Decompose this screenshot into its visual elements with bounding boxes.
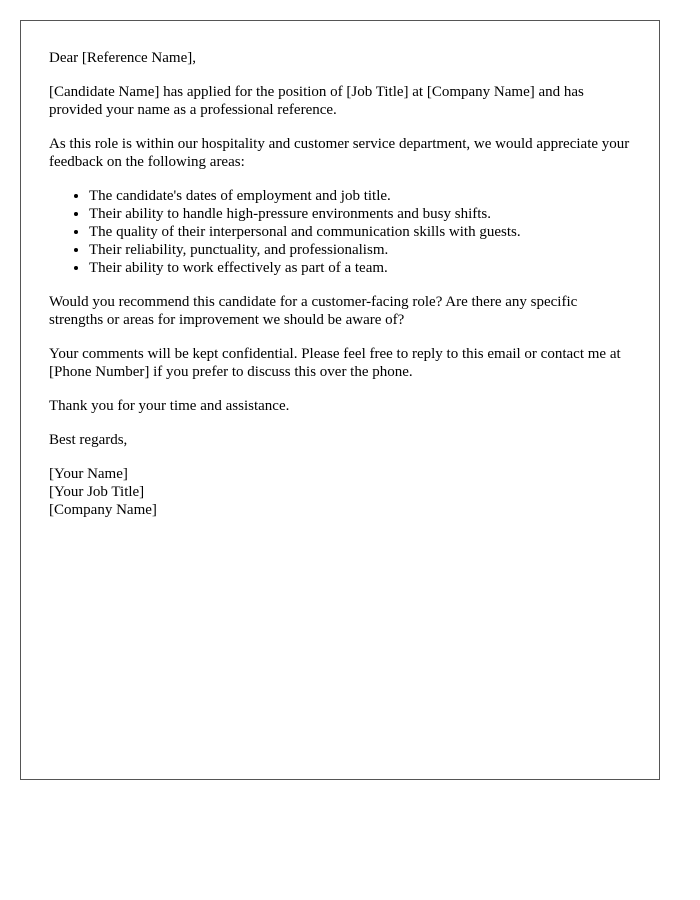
greeting: Dear [Reference Name], [49,50,196,66]
list-item: • Their ability to handle high-pressure environments and busy shifts. [89,205,631,223]
intro-paragraph: [Candidate Name] has applied for the position of [Job Title] at [Company Name] and has provided your name as a professional reference. [49,84,584,118]
context-paragraph: As this role is within our hospitality and customer service department, we would appreciate your feedback on the following areas: [49,136,630,170]
list-item: • The quality of their interpersonal and communication skills with guests. [89,223,631,241]
closing: Best regards, [49,432,128,448]
list-item: • The candidate's dates of employment and job title. [89,187,631,205]
confidentiality-paragraph: Your comments will be kept confidential. Please feel free to reply to this email or contact me at [Phone Number] if you prefer to discuss this over the phone. [49,346,621,380]
list-item: • Their reliability, punctuality, and professionalism. [89,241,631,259]
question-paragraph: Would you recommend this candidate for a customer-facing role? Are there any specific strengths or areas for improvement we should be aware of? [49,294,578,328]
signature-name: [Your Name] [49,466,128,482]
letter-container [20,20,660,780]
signature-company: [Company Name] [49,502,157,518]
list-item: • Their ability to work effectively as part of a team. [89,259,631,277]
signature-block [49,465,631,519]
feedback-areas-list [49,187,631,277]
thanks-paragraph: Thank you for your time and assistance. [49,398,290,414]
signature-title: [Your Job Title] [49,484,145,500]
